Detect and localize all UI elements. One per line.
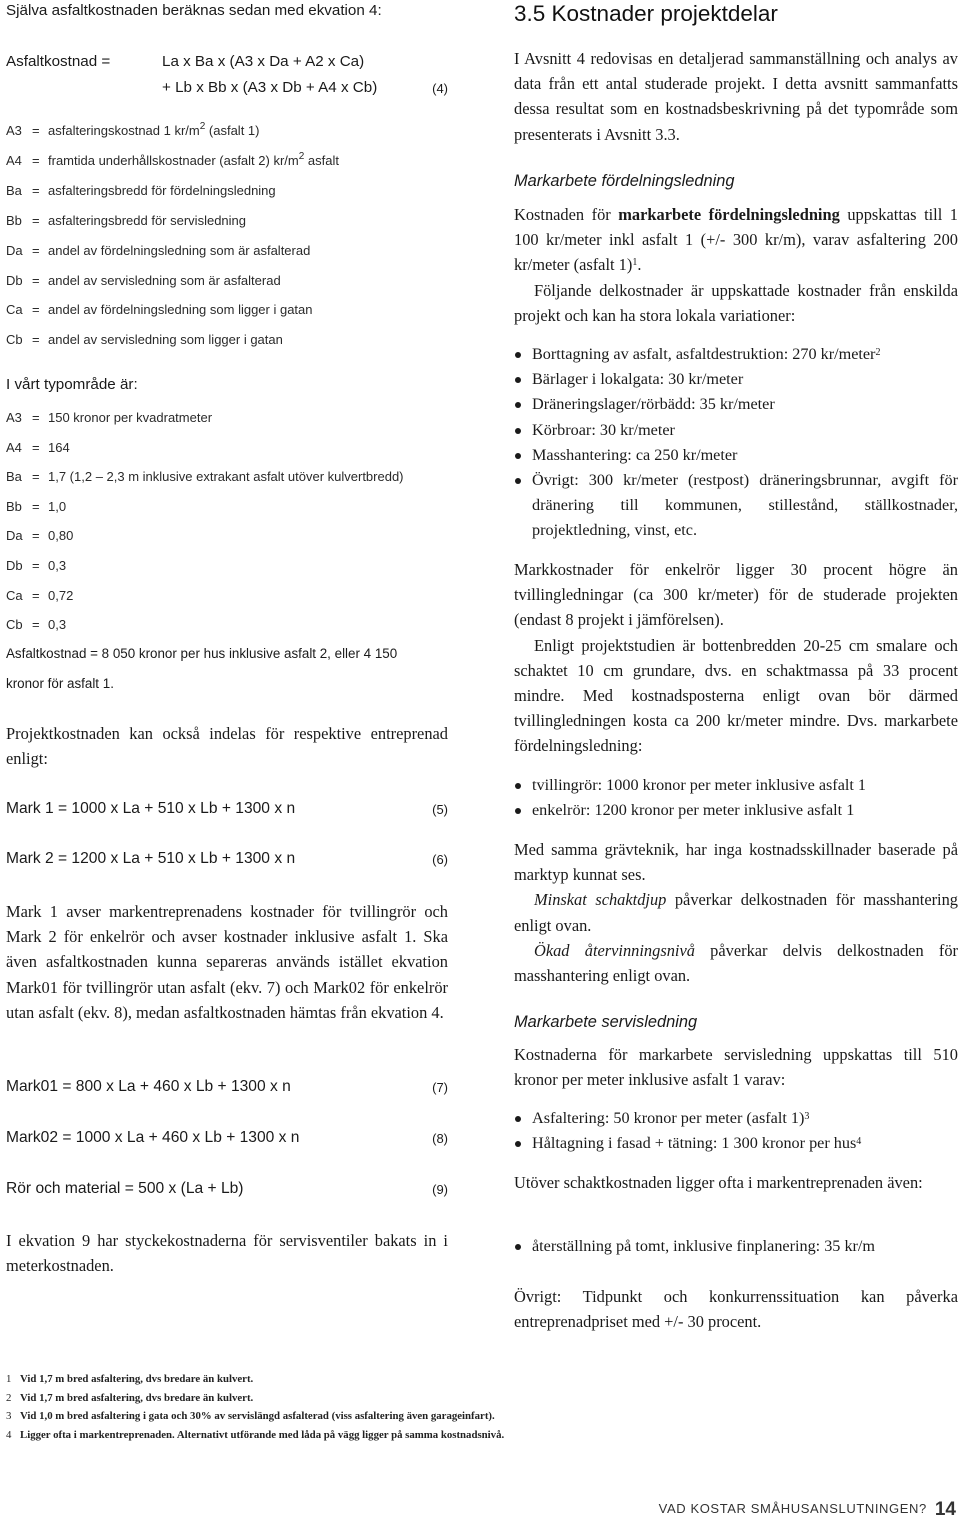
definition-row	[6, 440, 70, 455]
list-item-text: tvillingrör: 1000 kronor per meter inklusive asfalt 1	[532, 776, 867, 794]
definition-key: Cb	[6, 332, 23, 348]
equals-sign: =	[32, 410, 40, 425]
definition-key: Ca	[6, 587, 23, 603]
p1-start: Kostnaden för	[514, 205, 619, 224]
equation-6-text: Mark 2 = 1200 x La + 510 x Lb + 1300 x n	[6, 850, 296, 867]
footnote-ref: 3	[804, 1111, 810, 1122]
definition-text: andel av servisledning som är asfalterad	[48, 272, 281, 288]
p5-text: Med samma grävteknik, har inga kostnadsskillnader baserade på marktyp kunnat ses.	[514, 840, 958, 885]
definition-text: andel av servisledning som ligger i gatan	[48, 332, 283, 348]
definition-key: Ba	[6, 182, 22, 198]
definition-row	[6, 617, 66, 632]
definition-key: Bb	[6, 498, 22, 514]
equation-5-number: (5)	[432, 802, 448, 817]
definition-key: Db	[6, 272, 23, 288]
footnote-number: 4	[6, 1428, 12, 1441]
footer-title: VAD KOSTAR SMÅHUSANSLUTNINGEN?	[658, 1501, 927, 1516]
equation-5-text: Mark 1 = 1000 x La + 510 x Lb + 1300 x n	[6, 800, 296, 817]
equals-sign: =	[32, 587, 40, 603]
definition-row	[6, 558, 66, 573]
p6-rest: påverkar delkostnaden för masshantering enligt ovan.	[514, 890, 958, 935]
bullet-list-delkostnader	[514, 342, 958, 544]
p1-end: .	[637, 255, 642, 275]
list-item	[514, 1131, 958, 1156]
equals-sign: =	[32, 123, 40, 138]
list-item-text: enkelrör: 1200 kronor per meter inklusive asfalt 1	[532, 801, 855, 820]
definition-text: 1,7 (1,2 – 2,3 m inklusive extrakant asfalt utöver kulvertbredd)	[48, 469, 404, 485]
definition-key: A4	[6, 152, 22, 168]
definition-row	[6, 302, 313, 317]
definition-key: A3	[6, 410, 22, 425]
equation-7-number: (7)	[432, 1080, 448, 1095]
equation-8-number: (8)	[432, 1131, 448, 1146]
p4-text: Enligt projektstudien är bottenbredden 20-25 cm smalare och schaktet 10 cm grundare, dvs. en schaktmassa på 33 procent mindre. Med kostnadsposterna enligt ovan bör därmed tvillingledningen kosta ca 200 kr/meter mindre. Dvs. markarbete fördelningsledning:	[514, 635, 958, 756]
definition-row	[6, 150, 339, 168]
definition-row	[6, 410, 212, 425]
footnote-number: 1	[6, 1373, 12, 1385]
p1-rest: uppskattas till 1 100 kr/meter inkl asfalt 1 (+/- 300 kr/m), varav asfaltering 200 kr/meter (asfalt 1)	[514, 205, 959, 275]
definition-key: Bb	[6, 212, 22, 228]
p7-italic: Ökad återvinningsnivå	[534, 940, 695, 960]
list-item	[514, 798, 958, 823]
list-item-text: Masshantering: ca 250 kr/meter	[532, 445, 738, 464]
paragraph-servis: Kostnaderna för markarbete servisledning uppskattas till 510 kronor per meter inklusive asfalt 1 varav:	[514, 1045, 958, 1090]
definition-key: Da	[6, 528, 23, 544]
p1-footnote-ref: 1	[632, 257, 638, 269]
definition-key: A3	[6, 123, 22, 138]
definition-key: A4	[6, 439, 22, 455]
equation-9-number: (9)	[432, 1182, 448, 1197]
footnote-text: Ligger ofta i markentreprenaden. Alternativt utförande med låda på vägg ligger på samma kostnadsnivå.	[20, 1428, 505, 1441]
footnote-text: Vid 1,0 m bred asfaltering i gata och 30% av servislängd asfalterad (viss asfaltering även garageinfart).	[20, 1410, 495, 1422]
superscript: 2	[298, 150, 305, 162]
eq4-number: (4)	[432, 81, 448, 96]
footnote-text: Vid 1,7 m bred asfaltering, dvs bredare än kulvert.	[20, 1391, 254, 1404]
asfalt-sum-line1: Asfaltkostnad = 8 050 kronor per hus inklusive asfalt 2, eller 4 150	[6, 646, 398, 661]
definition-text: asfalteringskostnad 1 kr/m	[48, 123, 200, 138]
equals-sign: =	[32, 272, 40, 288]
footnote-number: 3	[6, 1410, 12, 1422]
definition-text: 164	[48, 439, 70, 455]
list-item-text: Håltagning i fasad + tätning: 1 300 kronor per hus	[532, 1134, 857, 1153]
definition-suffix: asfalt	[304, 152, 339, 168]
section-title: 3.5 Kostnader projektdelar	[514, 1, 778, 26]
equals-sign: =	[32, 439, 40, 455]
definition-row	[6, 123, 259, 138]
footnote-ref: 4	[856, 1136, 862, 1148]
definition-text: andel av fördelningsledning som ligger i gatan	[48, 302, 313, 318]
equals-sign: =	[32, 469, 40, 485]
paragraph-enkelror	[514, 557, 958, 759]
footnotes	[6, 1370, 626, 1444]
definition-text: 0,72	[48, 587, 74, 603]
definition-row	[6, 183, 276, 198]
equals-sign: =	[32, 152, 40, 168]
definition-text: 150 kronor per kvadratmeter	[48, 410, 213, 425]
definition-text: 0,80	[48, 528, 74, 544]
definition-suffix: (asfalt 1)	[205, 123, 260, 138]
definition-text: framtida underhållskostnader (asfalt 2) kr/m	[48, 152, 299, 168]
list-item	[514, 1234, 958, 1259]
paragraph-ovrigt: Övrigt: Tidpunkt och konkurrenssituation kan påverka entreprenadpriset med +/- 30 procent.	[514, 1287, 958, 1332]
equation-8-text: Mark02 = 1000 x La + 460 x Lb + 1300 x n	[6, 1129, 300, 1146]
page-number: 14	[934, 1499, 956, 1520]
equals-sign: =	[32, 617, 40, 633]
eq4-line1: La x Ba x (A3 x Da + A2 x Ca)	[162, 53, 365, 70]
definition-row	[6, 213, 246, 228]
eq4-intro: Själva asfaltkostnaden beräknas sedan med ekvation 4:	[6, 2, 382, 19]
subheading-fordelningsledning: Markarbete fördelningsledning	[514, 172, 735, 190]
definition-key: Ca	[6, 302, 23, 318]
list-item	[514, 1106, 958, 1131]
asfalt-sum-line2: kronor för asfalt 1.	[6, 676, 114, 691]
projekt-paragraph: Projektkostnaden kan också indelas för respektive entreprenad enligt:	[6, 724, 448, 769]
footnote-text: Vid 1,7 m bred asfaltering, dvs bredare än kulvert.	[20, 1373, 254, 1385]
footnote-number: 2	[6, 1391, 12, 1404]
mark-paragraph: Mark 1 avser markentreprenadens kostnader för tvillingrör och Mark 2 för enkelrör och avser kostnader inklusive asfalt 1. Ska även asfaltkostnaden kunna separeras används istället ekvation Mark01 för tvillingrör utan asfalt (ekv. 7) och Mark02 för enkelrör utan asfalt (ekv. 8), medan asfaltkostnaden hämtas från ekvation 4.	[6, 902, 448, 1022]
bullet-list-fordelning-kostnad	[514, 773, 958, 823]
list-item	[514, 773, 958, 798]
list-item-text: Dräneringslager/rörbädd: 35 kr/meter	[532, 395, 775, 414]
definition-row	[6, 469, 404, 484]
footnote	[6, 1370, 626, 1389]
definition-row	[6, 243, 310, 258]
definition-key: Ba	[6, 469, 22, 485]
page-footer	[659, 1497, 956, 1519]
bullet-list-servis	[514, 1106, 958, 1156]
definition-text: asfalteringsbredd för fördelningsledning	[48, 182, 276, 198]
definition-row	[6, 499, 66, 514]
list-item-text: Körbroar: 30 kr/meter	[532, 420, 675, 439]
list-item-text: Övrigt: 300 kr/meter (restpost) dräneringsbrunnar, avgift för dränering till kommunen, stillestånd, ställkostnader, projektledning, vinst, etc.	[532, 471, 958, 540]
definition-text: 1,0	[48, 498, 67, 514]
equals-sign: =	[32, 558, 40, 573]
equation-7	[6, 1078, 448, 1096]
definition-row	[6, 332, 283, 347]
equation-8	[6, 1129, 448, 1147]
definition-row	[6, 588, 73, 603]
equals-sign: =	[32, 528, 40, 544]
footnote	[6, 1407, 626, 1426]
definition-text: andel av fördelningsledning som är asfalterad	[48, 242, 311, 258]
paragraph-delkostnader: Följande delkostnader är uppskattade kostnader från enskilda projekt och kan ha stora lokala variationer:	[514, 280, 958, 325]
equation-5	[6, 800, 448, 818]
equals-sign: =	[32, 498, 40, 514]
list-item	[514, 443, 958, 468]
p7-rest: påverkar delvis delkostnaden för masshantering enligt ovan.	[514, 940, 958, 986]
eq9-paragraph: I ekvation 9 har styckekostnaderna för servisventiler bakats in i meterkostnaden.	[6, 1231, 448, 1276]
bullet-list-aterstallning	[514, 1234, 958, 1259]
footnote	[6, 1426, 626, 1445]
equation-7-text: Mark01 = 800 x La + 460 x Lb + 1300 x n	[6, 1078, 291, 1095]
subheading-servisledning: Markarbete servisledning	[514, 1013, 698, 1031]
section-intro: I Avsnitt 4 redovisas en detaljerad sammanställning och analys av data från ett antal studerade projekt. I detta avsnitt sammanfatts dessa resultat som en kostnadsbeskrivning på det typområde som presenterats i Avsnitt 3.3.	[514, 49, 958, 144]
p6-italic: Minskat schaktdjup	[534, 890, 667, 910]
definition-row	[6, 528, 73, 543]
definition-row	[6, 273, 281, 288]
footnote	[6, 1389, 626, 1408]
list-item	[514, 468, 958, 544]
equals-sign: =	[32, 302, 40, 318]
definition-text: asfalteringsbredd för servisledning	[48, 212, 246, 228]
eq4-lhs: Asfaltkostnad =	[6, 53, 111, 70]
list-item	[514, 367, 958, 392]
list-item	[514, 418, 958, 443]
footnote-ref: 2	[875, 347, 881, 358]
p1-bold: markarbete fördelningsledning	[618, 205, 840, 224]
definition-key: Cb	[6, 617, 23, 633]
p3-text: Markkostnader för enkelrör ligger 30 procent högre än tvillingledningar (ca 300 kr/meter) för de studerade projekten (endast 8 projekt i jämförelsen).	[514, 560, 958, 630]
list-item	[514, 342, 958, 367]
equation-6	[6, 850, 448, 868]
superscript: 2	[199, 121, 206, 132]
definition-text: 0,3	[48, 558, 67, 573]
definition-text: 0,3	[48, 617, 67, 633]
eq4-line2: + Lb x Bb x (A3 x Db + A4 x Cb)	[162, 79, 378, 96]
list-item	[514, 392, 958, 417]
definition-key: Db	[6, 558, 23, 573]
list-item-text: Bärlager i lokalgata: 30 kr/meter	[532, 370, 744, 389]
list-item-text: Asfaltering: 50 kronor per meter (asfalt 1)	[532, 1109, 805, 1127]
paragraph-gravteknik	[514, 837, 958, 988]
list-item-text: Borttagning av asfalt, asfaltdestruktion: 270 kr/meter	[532, 345, 876, 363]
list-item-text: återställning på tomt, inklusive finplanering: 35 kr/m	[532, 1237, 876, 1255]
equals-sign: =	[32, 332, 40, 348]
paragraph-fordelning	[514, 202, 958, 328]
typ-heading: I vårt typområde är:	[6, 376, 138, 393]
definition-key: Da	[6, 242, 23, 258]
equals-sign: =	[32, 212, 40, 228]
equals-sign: =	[32, 182, 40, 198]
paragraph-utover: Utöver schaktkostnaden ligger ofta i markentreprenaden även:	[514, 1173, 923, 1192]
equation-9	[6, 1180, 448, 1198]
equation-6-number: (6)	[432, 852, 448, 867]
equals-sign: =	[32, 242, 40, 258]
equation-9-text: Rör och material = 500 x (La + Lb)	[6, 1180, 244, 1197]
